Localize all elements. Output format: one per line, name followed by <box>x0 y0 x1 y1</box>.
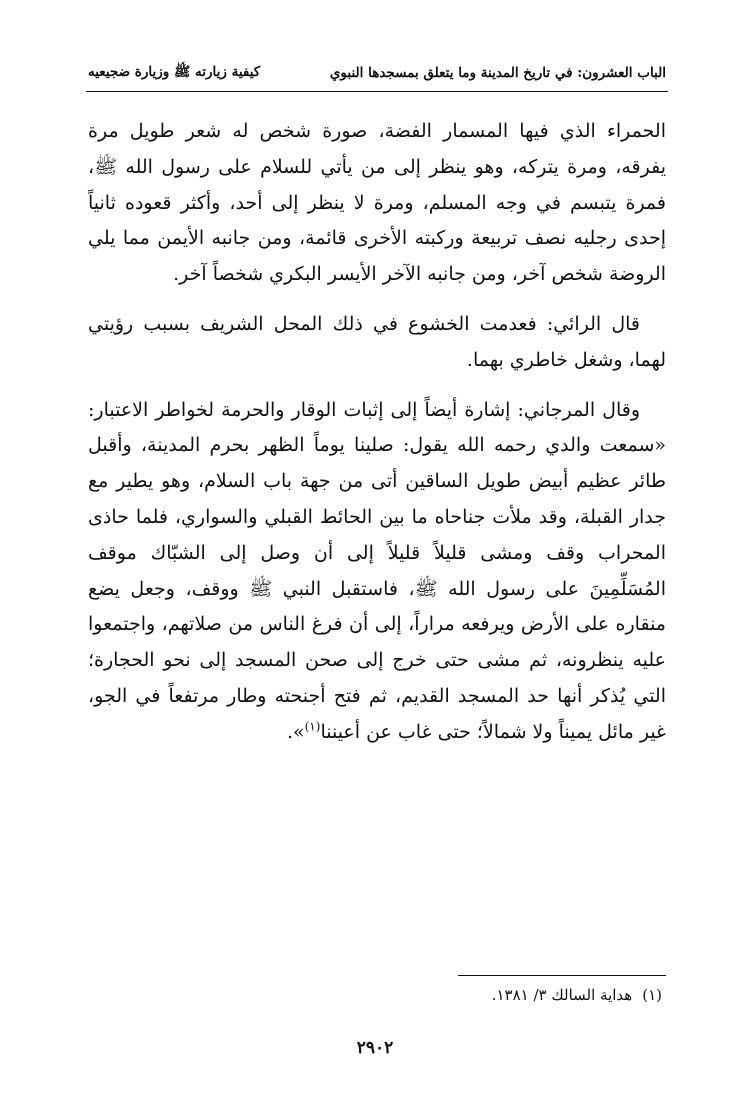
section-title: كيفية زيارته ﷺ وزيارة ضجيعيه <box>88 64 261 80</box>
footnote-number: (١) <box>642 986 662 1004</box>
footnote <box>492 986 662 1004</box>
footnote-reference[interactable]: (١) <box>304 719 321 734</box>
header-divider <box>86 91 668 92</box>
paragraph-3 <box>88 393 666 751</box>
page-number: ٢٩٠٢ <box>356 1038 394 1058</box>
paragraph-2: قال الرائي: فعدمت الخشوع في ذلك المحل الشريف بسبب رؤيتي لهما، وشغل خاطري بهما. <box>88 312 666 371</box>
footnote-text: هداية السالك ٣/ ١٣٨١. <box>491 986 633 1004</box>
closing-quote: ». <box>286 720 305 743</box>
main-text <box>88 114 666 765</box>
paragraph-1: الحمراء الذي فيها المسمار الفضة، صورة شخص له شعر طويل مرة يفرقه، ومرة يتركه، وهو ينظر إلى من يأتي للسلام على رسول الله ﷺ، فمرة يتبسم في وجه المسلم، ومرة لا ينظر إلى أحد، وأكثر قعوده ثانياً إحدى رجليه نصف تربيعة وركبته الأخرى قائمة، ومن جانبه الأيمن مما يلي الروضة شخص آخر، ومن جانبه الآخر الأيسر البكري شخصاً آخر. <box>88 120 666 286</box>
footnote-divider <box>458 975 666 976</box>
paragraph-3-text: وقال المرجاني: إشارة أيضاً إلى إثبات الوقار والحرمة لخواطر الاعتبار: «سمعت والدي رحمه الله يقول: صلينا يوماً الظهر بحرم المدينة، وأقبل طائر عظيم أبيض طويل الساقين أتى من جهة باب السلام، وهو يطير مع جدار القبلة، وقد ملأت جناحاه ما بين الحائط القبلي والسواري، فلما حاذى المحراب وقف ومشى قليلاً قليلاً إلى أن وصل إلى الشبّاك موقف المُسَلِّمِينَ على رسول الله ﷺ، فاستقبل النبي ﷺ ووقف، وجعل يضع منقاره على الأرض ويرفعه مراراً، إلى أن فرغ الناس من صلاتهم، واجتمعوا عليه ينظرونه، ثم مشى حتى خرج إلى صحن المسجد إلى نحو الحجارة؛ التي يُذكر أنها حد المسجد القديم، ثم فتح أجنحته وطار مرتفعاً في الجو، غير مائل يميناً ولا شمالاً؛ حتى غاب عن أعيننا <box>88 398 666 743</box>
running-header <box>88 60 666 86</box>
chapter-title: الباب العشرون: في تاريخ المدينة وما يتعلق بمسجدها النبوي <box>329 65 666 81</box>
